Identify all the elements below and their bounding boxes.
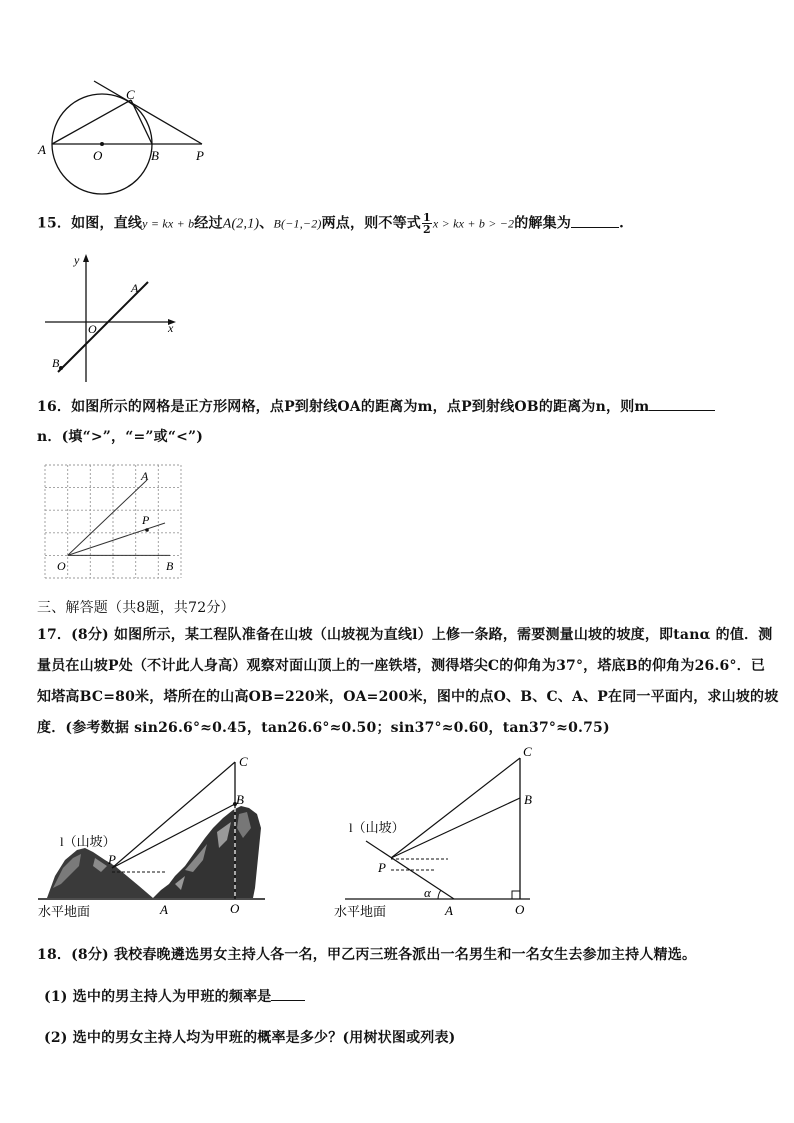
- figure-mountain-tower: [35, 748, 275, 923]
- question-17-line3: 知塔高BC=80米，塔所在的山高OB=220米，OA=200米，图中的点O、B、C、A、P在同一平面内，求山坡的坡: [37, 689, 779, 705]
- question-18-sub2: (2) 选中的男女主持人均为甲班的概率是多少？(用树状图或列表): [44, 1030, 456, 1046]
- label-B: B: [524, 792, 532, 807]
- label-C: C: [523, 744, 532, 759]
- figure-coordinate-line: [40, 250, 185, 385]
- label-B: B: [52, 356, 60, 370]
- label-x: x: [168, 321, 174, 335]
- label-O: O: [515, 902, 525, 917]
- equation-line: y = kx + b: [142, 216, 195, 231]
- label-slope: l（山坡）: [60, 834, 116, 849]
- label-A: A: [160, 902, 168, 917]
- label-A: A: [141, 469, 149, 483]
- figure-grid-rays: [35, 460, 195, 585]
- label-C: C: [126, 87, 135, 102]
- question-17-line4: 度．(参考数据 sin26.6°≈0.45，tan26.6°≈0.50；sin37°≈0.60，tan37°≈0.75): [37, 720, 610, 736]
- label-O: O: [57, 559, 66, 573]
- label-C: C: [239, 754, 248, 769]
- label-O: O: [88, 322, 97, 336]
- question-16-line2: n．(填“>”，“=”或“<”): [37, 429, 204, 445]
- label-O: O: [230, 901, 240, 916]
- section-heading: 三、解答题（共8题，共72分）: [37, 600, 235, 616]
- label-B: B: [166, 559, 174, 573]
- question-15: 15．如图，直线y = kx + b经过A(2,1)、B(−1,−2)两点，则不等式 $\frac{1}{2}$ x > kx + b > −2的解集为 .: [37, 211, 625, 236]
- answer-blank-18-1[interactable]: [271, 1000, 305, 1001]
- answer-blank-15[interactable]: [571, 227, 619, 228]
- point-A: A(2,1): [222, 216, 260, 232]
- figure-schematic-slope: [330, 742, 545, 922]
- question-18-line1: 18．(8分) 我校春晚遴选男女主持人各一名，甲乙丙三班各派出一名男生和一名女生去参加主持人精选。: [37, 947, 697, 963]
- inequality: x > kx + b > −2: [432, 216, 515, 231]
- fraction-half: $\frac{1}{2}$: [423, 211, 431, 236]
- label-P: P: [108, 852, 116, 867]
- label-alpha: α: [424, 885, 431, 900]
- label-y: y: [74, 253, 80, 267]
- label-A: A: [38, 142, 46, 157]
- question-18-sub1: (1) 选中的男主持人为甲班的频率是: [44, 986, 305, 1006]
- question-17-line2: 量员在山坡P处（不计此人身高）观察对面山顶上的一座铁塔，测得塔尖C的仰角为37°，塔底B的仰角为26.6°．已: [37, 658, 766, 674]
- label-A: A: [445, 903, 453, 918]
- label-ground: 水平地面: [38, 904, 91, 919]
- label-B: B: [151, 148, 159, 163]
- figure-circle-tangent: [30, 75, 220, 200]
- question-16-line1: 16．如图所示的网格是正方形网格，点P到射线OA的距离为m，点P到射线OB的距离为n，则m: [37, 396, 715, 416]
- answer-blank-16[interactable]: [649, 410, 715, 411]
- point-B: B(−1,−2): [273, 216, 322, 231]
- label-O: O: [93, 148, 103, 163]
- label-B: B: [236, 792, 244, 807]
- label-P: P: [196, 148, 204, 163]
- label-slope: l（山坡）: [349, 820, 405, 835]
- label-A: A: [131, 281, 139, 295]
- question-17-line1: 17．(8分) 如图所示，某工程队准备在山坡（山坡视为直线l）上修一条路，需要测量山坡的坡度，即tanα 的值．测: [37, 627, 773, 643]
- label-ground: 水平地面: [334, 904, 387, 919]
- label-P: P: [378, 860, 386, 875]
- label-P: P: [142, 513, 150, 527]
